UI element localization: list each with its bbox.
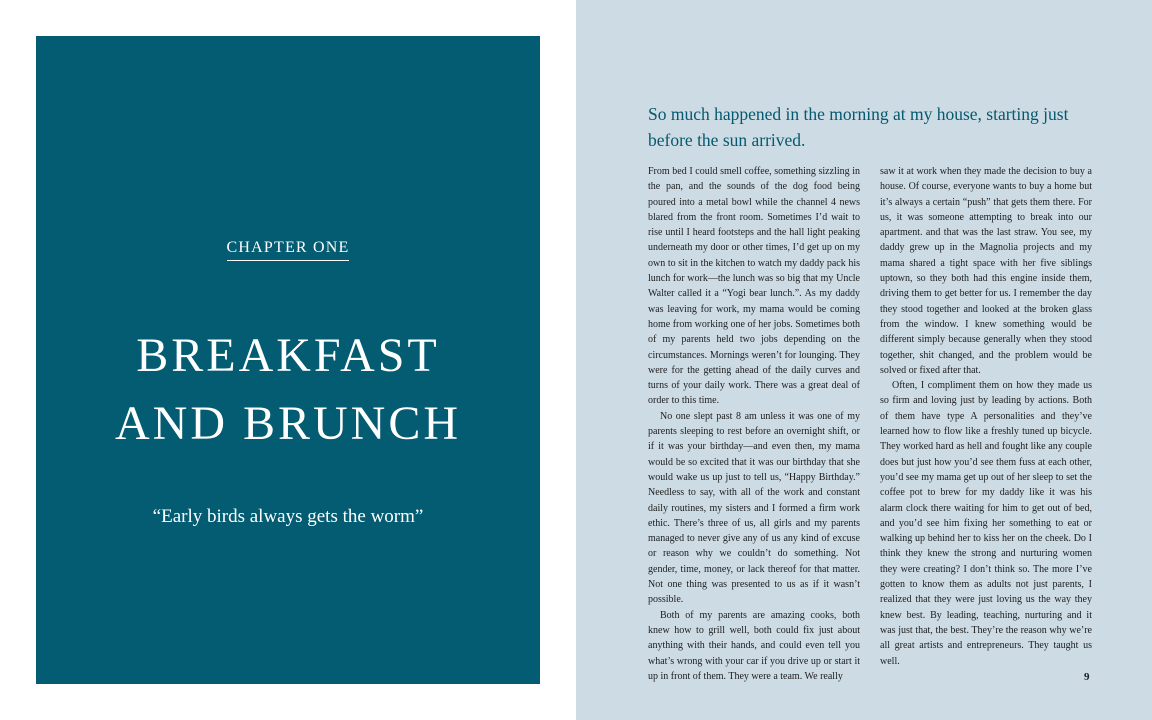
chapter-label [36, 239, 540, 261]
body-paragraph: Often, I compliment them on how they made us so firm and loving just by leading by actions. Both of them have type A personalities and they’ve learned how to flow like a freshly tuned up bicycle. They worked hard as hell and fought like any couple does but just how you’d see them fuss at each other, you’d see my mama get up out of her sleep to set the coffee pot to brew for my daddy like it was his alarm clock there waiting for him to get out of bed, and you’d see him fixing her something to eat or walking up behind her to kiss her on the cheek. Do I think they knew the strong and nurturing women they were creating? I don’t think so. The more I’ve gotten to know them as adults not just parents, I realized that they were just loving us the way they knew best. By leading, teaching, nurturing and it was just that, the best. They’re the reason why we’re all great artists and entrepreneurs. They taught us well. [880, 380, 1092, 667]
body-paragraph: From bed I could smell coffee, something sizzling in the pan, and the sounds of the dog food being poured into a metal bowl while the channel 4 news blared from the front room. Sometimes I’d wait to rise until I heard footsteps and the hall light peaking underneath my door or other times, I’d get up on my own to sit in the kitchen to watch my daddy pack his lunch for work—the lunch was so big that my Uncle Walter called it a “Yogi bear lunch.”. As my daddy was leaving for work, my mama would be coming home from working one of her jobs. Sometimes both of my parents held two jobs depending on the circumstances. Mornings weren’t for lounging. They were for the getting ahead of the daily curves and turns of your daily work. There was a great deal of order to this time. [648, 166, 860, 407]
chapter-title [36, 322, 540, 458]
body-column-left [648, 164, 860, 684]
chapter-title-line-2: AND BRUNCH [114, 397, 462, 450]
chapter-title-line-1: BREAKFAST [136, 329, 440, 382]
body-paragraph: Both of my parents are amazing cooks, both knew how to grill well, both could fix just about anything with their hands, and could even tell you what’s wrong with your car if you drive up or start it up in front of them. They were a team. We really [648, 609, 860, 682]
page-number: 9 [1084, 671, 1090, 683]
body-paragraph: saw it at work when they made the decision to buy a house. Of course, everyone wants to buy a home but it’s always a certain “push” that gets them there. For us, it was someone attempting to break into our apartment. and that was the last straw. You see, my daddy grew up in the Magnolia projects and my mama shared a tight space with her five siblings uptown, so they both had this engine inside them, driving them to get better for us. I remember the day they stood together and looked at the broken glass from the window. I knew something would be different simply because generally when they stood together, shit changed, and the problem would be solved or fixed after that. [880, 166, 1092, 376]
body-paragraph: No one slept past 8 am unless it was one of my parents sleeping to rest before an overnight shift, or if it was your birthday—and even then, my mama would be so excited that it was our birthday that she would wake us up just to tell us, “Happy Birthday.” Needless to say, with all of the work and constant daily routines, my sisters and I formed a firm work ethic. There’s three of us, all girls and my parents managed to never give any of us any kind of excuse or reason why we couldn’t do something. Not gender, time, money, or lack thereof for that matter. Not one thing was presented to us as if it wasn’t possible. [648, 410, 860, 606]
lead-paragraph: So much happened in the morning at my house, starting just before the sun arrived. [648, 104, 1069, 150]
chapter-title-panel [36, 36, 540, 684]
body-column-right [880, 164, 1092, 669]
chapter-label-text: CHAPTER ONE [227, 239, 350, 261]
chapter-epigraph: “Early birds always gets the worm” [152, 506, 424, 527]
right-page [576, 0, 1152, 720]
